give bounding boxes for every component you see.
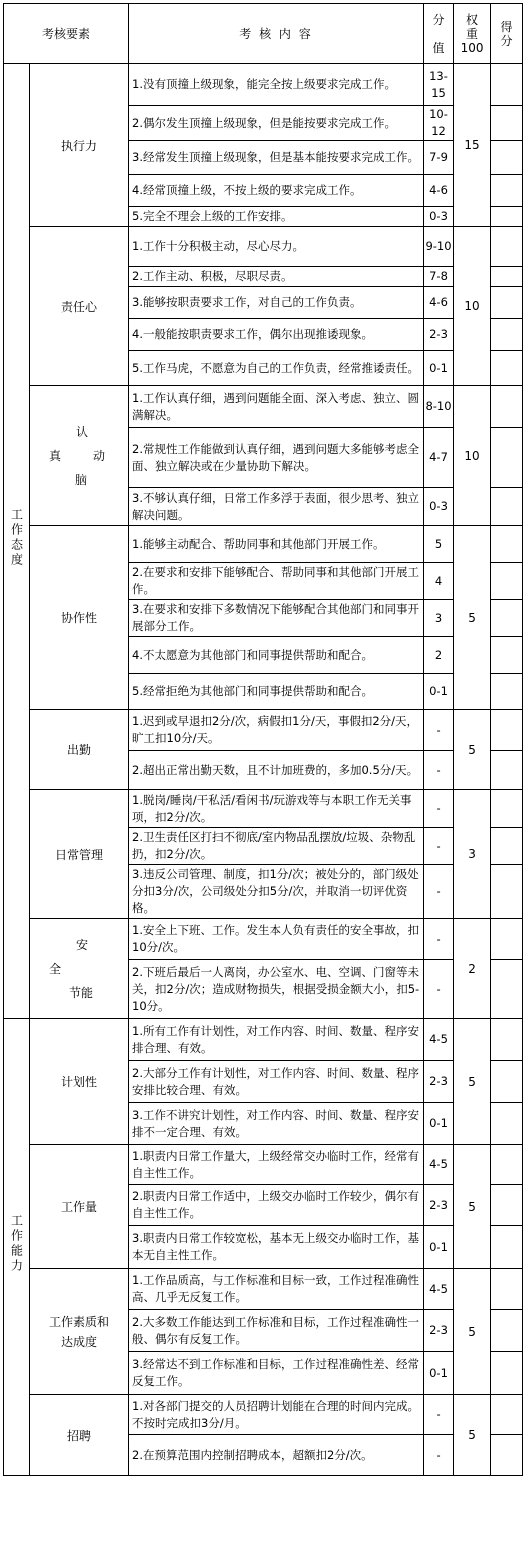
table-row — [4, 919, 523, 960]
score-value: - — [424, 865, 454, 919]
criteria-text: 3.经常发生顶撞上级现象，但是基本能按要求完成工作。 — [129, 141, 424, 175]
criteria-text: 2.偶尔发生顶撞上级现象，但是能按要求完成工作。 — [129, 106, 424, 141]
score-value: 4-5 — [424, 1019, 454, 1061]
result-cell[interactable] — [491, 600, 523, 637]
score-value: 2-3 — [424, 319, 454, 351]
result-cell[interactable] — [491, 106, 523, 141]
weight-value: 15 — [454, 64, 491, 227]
result-cell[interactable] — [491, 710, 523, 751]
result-cell[interactable] — [491, 319, 523, 351]
weight-value: 5 — [454, 1145, 491, 1269]
weight-value: 3 — [454, 790, 491, 919]
header-score: 分 值 — [424, 4, 454, 64]
criteria-text: 3.不够认真仔细，日常工作多浮于表面，很少思考、独立解决问题。 — [129, 488, 424, 526]
score-value: 5 — [424, 526, 454, 563]
score-value: 8-10 — [424, 386, 454, 428]
result-cell[interactable] — [491, 141, 523, 175]
criteria-text: 2.职责内日常工作适中，上级交办临时工作较少，偶尔有自主性工作。 — [129, 1185, 424, 1226]
element-name: 认 真 动 脑 — [30, 386, 129, 526]
criteria-text: 1.职责内日常工作量大，上级经常交办临时工作，经常有自主性工作。 — [129, 1145, 424, 1185]
criteria-text: 1.对各部门提交的人员招聘计划能在合理的时间内完成。不按时完成扣3分/月。 — [129, 1395, 424, 1435]
score-value: 2-3 — [424, 1185, 454, 1226]
criteria-text: 3.在要求和安排下多数情况下能够配合其他部门和同事开展部分工作。 — [129, 600, 424, 637]
result-cell[interactable] — [491, 1145, 523, 1185]
result-cell[interactable] — [491, 1269, 523, 1310]
score-value: - — [424, 1395, 454, 1435]
element-name: 协作性 — [30, 526, 129, 710]
score-value: - — [424, 710, 454, 751]
score-value: 2-3 — [424, 1310, 454, 1352]
score-value: - — [424, 919, 454, 960]
weight-value: 5 — [454, 526, 491, 710]
score-value: 3 — [424, 600, 454, 637]
criteria-text: 4.不太愿意为其他部门和同事提供帮助和配合。 — [129, 637, 424, 674]
score-value: - — [424, 828, 454, 865]
element-name: 执行力 — [30, 64, 129, 227]
criteria-text: 5.完全不理会上级的工作安排。 — [129, 207, 424, 227]
weight-value: 2 — [454, 919, 491, 1019]
score-value: 4-5 — [424, 1145, 454, 1185]
result-cell[interactable] — [491, 790, 523, 828]
criteria-text: 3.职责内日常工作较宽松，基本无上级交办临时工作，基本无自主性工作。 — [129, 1226, 424, 1269]
table-row — [4, 227, 523, 267]
weight-value: 5 — [454, 1019, 491, 1145]
criteria-text: 1.所有工作有计划性，对工作内容、时间、数量、程序安排合理、有效。 — [129, 1019, 424, 1061]
result-cell[interactable] — [491, 1061, 523, 1103]
criteria-text: 2.在要求和安排下能够配合、帮助同事和其他部门开展工作。 — [129, 563, 424, 600]
table-row — [4, 64, 523, 106]
score-value: 7-8 — [424, 267, 454, 287]
header-elements: 考核要素 — [4, 4, 129, 64]
table-row — [4, 710, 523, 751]
result-cell[interactable] — [491, 674, 523, 710]
header-row — [4, 4, 523, 64]
criteria-text: 2.大多数工作能达到工作标准和目标，工作过程准确性一般、偶尔有反复工作。 — [129, 1310, 424, 1352]
weight-value: 5 — [454, 710, 491, 790]
score-value: 2-3 — [424, 1061, 454, 1103]
table-row — [4, 1019, 523, 1061]
criteria-text: 2.常规性工作能做到认真仔细，遇到问题大多能够考虑全面、独立解决或在少量协助下解决。 — [129, 428, 424, 488]
score-value: 7-9 — [424, 141, 454, 175]
result-cell[interactable] — [491, 267, 523, 287]
score-value: 4-6 — [424, 175, 454, 207]
table-row — [4, 386, 523, 428]
criteria-text: 2.大部分工作有计划性，对工作内容、时间、数量、程序安排比较合理、有效。 — [129, 1061, 424, 1103]
category-attitude: 工作态度 — [4, 64, 30, 1019]
element-name: 工作素质和 达成度 — [30, 1269, 129, 1395]
score-value: 10-12 — [424, 106, 454, 141]
criteria-text: 1.工作品质高，与工作标准和目标一致，工作过程准确性高、几乎无反复工作。 — [129, 1269, 424, 1310]
table-row — [4, 790, 523, 828]
criteria-text: 5.工作马虎，不愿意为自己的工作负责，经常推诿责任。 — [129, 351, 424, 386]
criteria-text: 2.卫生责任区打扫不彻底/室内物品乱摆放/垃圾、杂物乱扔，扣2分/次。 — [129, 828, 424, 865]
score-value: 9-10 — [424, 227, 454, 267]
criteria-text: 3.违反公司管理、制度，扣1分/次；被处分的，部门级处分扣3分/次，公司级处分扣5分/次，并取消一切评优资格。 — [129, 865, 424, 919]
result-cell[interactable] — [491, 1310, 523, 1352]
criteria-text: 5.经常拒绝为其他部门和同事提供帮助和配合。 — [129, 674, 424, 710]
result-cell[interactable] — [491, 1395, 523, 1435]
score-value: 0-3 — [424, 207, 454, 227]
result-cell[interactable] — [491, 64, 523, 106]
element-name: 工作量 — [30, 1145, 129, 1269]
table-row — [4, 1269, 523, 1310]
result-cell[interactable] — [491, 287, 523, 319]
criteria-text: 1.安全上下班、工作。发生本人负有责任的安全事故，扣10分/次。 — [129, 919, 424, 960]
result-cell[interactable] — [491, 526, 523, 563]
table-row — [4, 1395, 523, 1435]
criteria-text: 1.脱岗/睡岗/干私活/看闲书/玩游戏等与本职工作无关事项，扣2分/次。 — [129, 790, 424, 828]
result-cell[interactable] — [491, 1435, 523, 1476]
result-cell[interactable] — [491, 175, 523, 207]
element-name: 出勤 — [30, 710, 129, 790]
result-cell[interactable] — [491, 637, 523, 674]
criteria-text: 4.一般能按职责要求工作，偶尔出现推诿现象。 — [129, 319, 424, 351]
result-cell[interactable] — [491, 227, 523, 267]
result-cell[interactable] — [491, 828, 523, 865]
score-value: 4-5 — [424, 1269, 454, 1310]
criteria-text: 3.能够按职责要求工作，对自己的工作负责。 — [129, 287, 424, 319]
header-weight: 权 重 100 — [454, 4, 491, 64]
score-value: - — [424, 790, 454, 828]
element-name: 招聘 — [30, 1395, 129, 1476]
criteria-text: 1.工作十分积极主动，尽心尽力。 — [129, 227, 424, 267]
score-value: 0-1 — [424, 674, 454, 710]
weight-value: 5 — [454, 1395, 491, 1476]
element-name: 安 全 节能 — [30, 919, 129, 1019]
result-cell[interactable] — [491, 207, 523, 227]
result-cell[interactable] — [491, 386, 523, 428]
assessment-table — [3, 3, 523, 1476]
result-cell[interactable] — [491, 1185, 523, 1226]
criteria-text: 3.工作不讲究计划性，对工作内容、时间、数量、程序安排不一定合理、有效。 — [129, 1103, 424, 1145]
score-value: 0-1 — [424, 351, 454, 386]
criteria-text: 2.下班后最后一人离岗，办公室水、电、空调、门窗等未关，扣2分/次；造成财物损失，根据受损金额大小，扣5-10分。 — [129, 960, 424, 1019]
result-cell[interactable] — [491, 865, 523, 919]
score-value: 0-1 — [424, 1226, 454, 1269]
weight-value: 10 — [454, 386, 491, 526]
result-cell[interactable] — [491, 751, 523, 790]
element-name: 日常管理 — [30, 790, 129, 919]
score-value: 2 — [424, 637, 454, 674]
result-cell[interactable] — [491, 1352, 523, 1395]
result-cell[interactable] — [491, 351, 523, 386]
criteria-text: 2.超出正常出勤天数，且不计加班费的，多加0.5分/天。 — [129, 751, 424, 790]
result-cell[interactable] — [491, 428, 523, 488]
criteria-text: 4.经常顶撞上级，不按上级的要求完成工作。 — [129, 175, 424, 207]
result-cell[interactable] — [491, 1103, 523, 1145]
category-ability: 工作能力 — [4, 1019, 30, 1476]
score-value: - — [424, 960, 454, 1019]
result-cell[interactable] — [491, 1019, 523, 1061]
criteria-text: 2.工作主动、积极，尽职尽责。 — [129, 267, 424, 287]
score-value: 0-1 — [424, 1352, 454, 1395]
score-value: 4 — [424, 563, 454, 600]
weight-value: 5 — [454, 1269, 491, 1395]
weight-value: 10 — [454, 227, 491, 386]
score-value: 0-3 — [424, 488, 454, 526]
result-cell[interactable] — [491, 919, 523, 960]
score-value: 13-15 — [424, 64, 454, 106]
header-content: 考 核 内 容 — [129, 4, 424, 64]
criteria-text: 1.工作认真仔细，遇到问题能全面、深入考虑、独立、圆满解决。 — [129, 386, 424, 428]
table-row — [4, 1145, 523, 1185]
result-cell[interactable] — [491, 960, 523, 1019]
criteria-text: 3.经常达不到工作标准和目标，工作过程准确性差、经常反复工作。 — [129, 1352, 424, 1395]
criteria-text: 2.在预算范围内控制招聘成本，超额扣2分/次。 — [129, 1435, 424, 1476]
score-value: - — [424, 1435, 454, 1476]
score-value: 4-7 — [424, 428, 454, 488]
criteria-text: 1.能够主动配合、帮助同事和其他部门开展工作。 — [129, 526, 424, 563]
element-name: 责任心 — [30, 227, 129, 386]
result-cell[interactable] — [491, 1226, 523, 1269]
result-cell[interactable] — [491, 563, 523, 600]
header-result: 得 分 — [491, 4, 523, 64]
score-value: - — [424, 751, 454, 790]
score-value: 0-1 — [424, 1103, 454, 1145]
criteria-text: 1.迟到或早退扣2分/次，病假扣1分/天，事假扣2分/天，旷工扣10分/天。 — [129, 710, 424, 751]
element-name: 计划性 — [30, 1019, 129, 1145]
criteria-text: 1.没有顶撞上级现象，能完全按上级要求完成工作。 — [129, 64, 424, 106]
result-cell[interactable] — [491, 488, 523, 526]
score-value: 4-6 — [424, 287, 454, 319]
table-row — [4, 526, 523, 563]
